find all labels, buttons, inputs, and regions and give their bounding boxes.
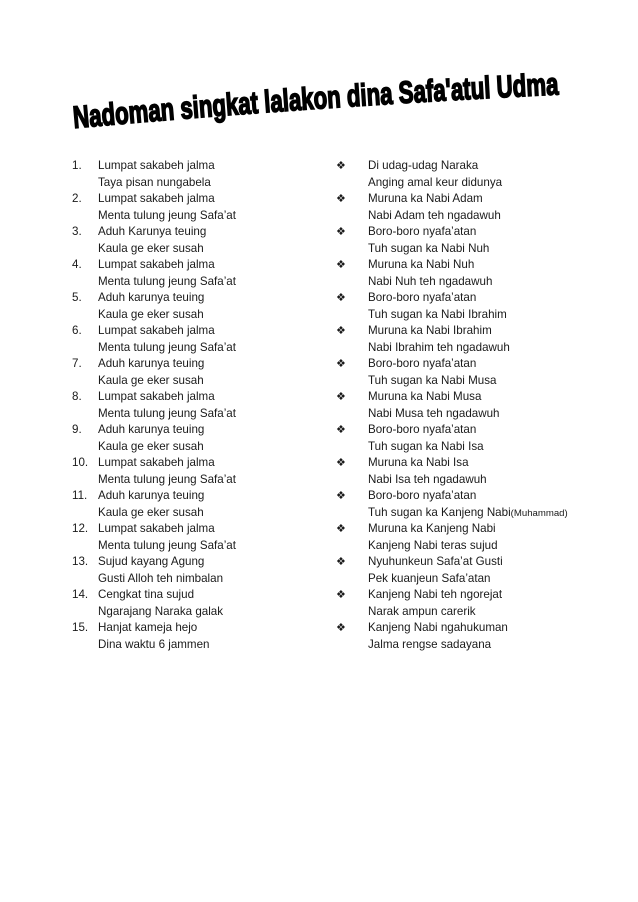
verse-text: Aduh Karunya teuing	[98, 225, 207, 238]
verse-text: Menta tulung jeung Safa’at	[98, 406, 236, 420]
diamond-bullet-icon: ❖	[336, 457, 346, 469]
verse-text: Aduh karunya teuing	[98, 423, 205, 436]
verse-line-second	[72, 472, 322, 489]
verse-text: Muruna ka Nabi Nuh	[368, 258, 475, 271]
verse-text: Ngarajang Naraka galak	[98, 604, 224, 618]
verse-text: Nabi Musa teh ngadawuh	[368, 406, 500, 420]
verse-line-first	[72, 158, 322, 175]
verse-text: Muruna ka Nabi Isa	[368, 456, 469, 469]
verse-line-second	[72, 274, 322, 291]
verse-line-second	[72, 505, 322, 522]
verse-number: 1.	[72, 159, 82, 172]
verse-text: Muruna ka Kanjeng Nabi	[368, 522, 496, 535]
verse-number: 9.	[72, 423, 82, 436]
verse-line-first	[334, 191, 634, 208]
verse-item	[72, 422, 322, 455]
verse-item	[72, 257, 322, 290]
verse-text: Aduh karunya teuing	[98, 291, 205, 304]
verse-line-first	[334, 389, 634, 406]
verse-line-second	[72, 373, 322, 390]
verse-text: Lumpat sakabeh jalma	[98, 159, 215, 172]
verse-text: Boro-boro nyafa’atan	[368, 423, 477, 436]
verse-line-second	[334, 373, 634, 390]
numbered-verse-list	[72, 158, 322, 653]
verse-text: Nabi Isa teh ngadawuh	[368, 472, 487, 486]
verse-item	[334, 356, 634, 389]
verse-line-second	[334, 538, 634, 555]
verse-line-first	[334, 356, 634, 373]
page-title-wrapper	[0, 72, 638, 142]
verse-line-first	[72, 521, 322, 538]
verse-text: Boro-boro nyafa’atan	[368, 225, 477, 238]
verse-line-second	[72, 241, 322, 258]
verse-text: Kanjeng Nabi ngahukuman	[368, 621, 508, 634]
verse-line-first	[72, 422, 322, 439]
diamond-bullet-icon: ❖	[336, 523, 346, 535]
verse-item	[334, 554, 634, 587]
verse-line-first	[72, 554, 322, 571]
verse-line-first	[72, 356, 322, 373]
verse-text: Lumpat sakabeh jalma	[98, 324, 215, 337]
verse-line-second	[72, 538, 322, 555]
verse-line-second	[72, 604, 322, 621]
verse-number: 8.	[72, 390, 82, 403]
verse-number: 3.	[72, 225, 82, 238]
verse-text: Aduh karunya teuing	[98, 357, 205, 370]
verse-text: Jalma rengse sadayana	[368, 637, 492, 651]
verse-text: Boro-boro nyafa’atan	[368, 489, 477, 502]
verse-line-first	[72, 224, 322, 241]
verse-item	[334, 158, 634, 191]
verse-line-first	[334, 587, 634, 604]
verse-line-second	[334, 637, 634, 654]
verse-text: Nabi Adam teh ngadawuh	[368, 208, 501, 222]
verse-number: 15.	[72, 621, 89, 634]
verse-text: Muruna ka Nabi Ibrahim	[368, 324, 492, 337]
verse-line-first	[334, 323, 634, 340]
verse-line-second	[334, 340, 634, 357]
verse-line-second	[334, 175, 634, 192]
verse-annotation: (Muhammad)	[510, 507, 568, 519]
verse-line-first	[334, 422, 634, 439]
verse-item	[72, 356, 322, 389]
verse-text: Tuh sugan ka Nabi Isa	[368, 439, 484, 453]
verse-text: Dina waktu 6 jammen	[98, 637, 210, 651]
diamond-bullet-icon: ❖	[336, 325, 346, 337]
verse-text: Anging amal keur didunya	[368, 175, 503, 189]
verse-line-first	[72, 323, 322, 340]
verse-number: 13.	[72, 555, 89, 568]
verse-text: Kanjeng Nabi teras sujud	[368, 538, 498, 552]
bulleted-verse-list	[334, 158, 634, 653]
verse-number: 7.	[72, 357, 82, 370]
verse-line-second	[334, 208, 634, 225]
verse-text: Sujud kayang Agung	[98, 555, 205, 568]
verse-item	[334, 620, 634, 653]
verse-line-first	[72, 455, 322, 472]
verse-item	[334, 455, 634, 488]
verse-text: Menta tulung jeung Safa’at	[98, 340, 236, 354]
verse-text: Tuh sugan ka Kanjeng Nabi	[368, 505, 511, 519]
verse-item	[72, 224, 322, 257]
verse-text: Narak ampun carerik	[368, 604, 476, 618]
verse-item	[334, 488, 634, 521]
verse-text: Menta tulung jeung Safa’at	[98, 208, 236, 222]
verse-text: Kaula ge eker susah	[98, 373, 204, 387]
verse-item	[72, 488, 322, 521]
verse-number: 2.	[72, 192, 82, 205]
verse-text: Kanjeng Nabi teh ngorejat	[368, 588, 503, 601]
verse-line-second	[334, 307, 634, 324]
verse-item	[334, 224, 634, 257]
verse-item	[72, 554, 322, 587]
diamond-bullet-icon: ❖	[336, 556, 346, 568]
verse-line-second	[72, 406, 322, 423]
verse-item	[334, 521, 634, 554]
verse-text: Nabi Nuh teh ngadawuh	[368, 274, 493, 288]
verse-line-second	[334, 241, 634, 258]
diamond-bullet-icon: ❖	[336, 622, 346, 634]
diamond-bullet-icon: ❖	[336, 193, 346, 205]
diamond-bullet-icon: ❖	[336, 589, 346, 601]
verse-line-first	[72, 587, 322, 604]
verse-text: Pek kuanjeun Safa’atan	[368, 571, 491, 585]
verse-line-first	[72, 488, 322, 505]
verse-item	[72, 587, 322, 620]
verse-line-second	[72, 175, 322, 192]
verse-item	[72, 521, 322, 554]
verse-line-second	[72, 307, 322, 324]
verse-number: 6.	[72, 324, 82, 337]
verse-text: Lumpat sakabeh jalma	[98, 192, 215, 205]
verse-line-first	[334, 158, 634, 175]
verse-item	[72, 620, 322, 653]
verse-item	[72, 389, 322, 422]
verse-line-first	[334, 554, 634, 571]
verse-text: Tuh sugan ka Nabi Nuh	[368, 241, 490, 255]
verse-text: Hanjat kameja hejo	[98, 621, 198, 634]
verse-line-first	[72, 389, 322, 406]
verse-line-first	[72, 620, 322, 637]
verse-line-second	[334, 274, 634, 291]
verse-line-first	[334, 455, 634, 472]
verse-text: Boro-boro nyafa’atan	[368, 291, 477, 304]
verse-item	[72, 191, 322, 224]
verse-line-second	[334, 505, 634, 522]
verse-item	[334, 290, 634, 323]
verse-line-second	[72, 571, 322, 588]
verse-item	[334, 257, 634, 290]
verse-item	[72, 158, 322, 191]
verse-text: Menta tulung jeung Safa’at	[98, 274, 236, 288]
verse-text: Boro-boro nyafa’atan	[368, 357, 477, 370]
verse-item	[334, 191, 634, 224]
verse-text: Aduh karunya teuing	[98, 489, 205, 502]
verse-text: Taya pisan nungabela	[98, 175, 211, 189]
verse-line-second	[334, 406, 634, 423]
verse-text: Menta tulung jeung Safa’at	[98, 538, 236, 552]
verse-text: Kaula ge eker susah	[98, 241, 204, 255]
verse-text: Nabi Ibrahim teh ngadawuh	[368, 340, 510, 354]
verse-line-second	[72, 340, 322, 357]
verse-number: 14.	[72, 588, 89, 601]
verse-line-first	[72, 191, 322, 208]
verse-item	[334, 422, 634, 455]
verse-number: 11.	[72, 489, 88, 502]
verse-text: Lumpat sakabeh jalma	[98, 390, 215, 403]
diamond-bullet-icon: ❖	[336, 490, 346, 502]
verse-item	[334, 323, 634, 356]
diamond-bullet-icon: ❖	[336, 424, 346, 436]
verse-line-second	[334, 472, 634, 489]
verse-line-first	[334, 257, 634, 274]
verse-text: Lumpat sakabeh jalma	[98, 258, 215, 271]
verse-line-first	[334, 521, 634, 538]
verse-item	[334, 389, 634, 422]
verse-number: 10.	[72, 456, 89, 469]
verse-line-second	[72, 637, 322, 654]
verse-number: 5.	[72, 291, 82, 304]
verse-text: Muruna ka Nabi Adam	[368, 192, 483, 205]
diamond-bullet-icon: ❖	[336, 226, 346, 238]
verse-text: Lumpat sakabeh jalma	[98, 456, 215, 469]
verse-item	[334, 587, 634, 620]
page-title-wordart	[0, 72, 638, 142]
verse-line-second	[334, 571, 634, 588]
diamond-bullet-icon: ❖	[336, 160, 346, 172]
verse-line-first	[334, 290, 634, 307]
verse-line-first	[334, 224, 634, 241]
verse-line-first	[72, 257, 322, 274]
verse-line-second	[334, 439, 634, 456]
verse-line-first	[334, 488, 634, 505]
verse-text: Kaula ge eker susah	[98, 439, 204, 453]
verse-line-second	[72, 439, 322, 456]
verse-text: Menta tulung jeung Safa’at	[98, 472, 236, 486]
verse-text: Gusti Alloh teh nimbalan	[98, 571, 224, 585]
verse-item	[72, 290, 322, 323]
verse-line-second	[72, 208, 322, 225]
verse-text: Kaula ge eker susah	[98, 307, 204, 321]
verse-text: Tuh sugan ka Nabi Musa	[368, 373, 497, 387]
verse-line-first	[72, 290, 322, 307]
verse-number: 12.	[72, 522, 89, 535]
verse-number: 4.	[72, 258, 82, 271]
diamond-bullet-icon: ❖	[336, 391, 346, 403]
verse-text: Tuh sugan ka Nabi Ibrahim	[368, 307, 507, 321]
diamond-bullet-icon: ❖	[336, 358, 346, 370]
verse-line-second	[334, 604, 634, 621]
verse-line-first	[334, 620, 634, 637]
diamond-bullet-icon: ❖	[336, 292, 346, 304]
diamond-bullet-icon: ❖	[336, 259, 346, 271]
verse-text: Kaula ge eker susah	[98, 505, 204, 519]
verse-text: Di udag-udag Naraka	[368, 159, 479, 172]
verse-text: Cengkat tina sujud	[98, 588, 195, 601]
verse-text: Nyuhunkeun Safa’at Gusti	[368, 555, 503, 568]
verse-item	[72, 455, 322, 488]
verse-text: Muruna ka Nabi Musa	[368, 390, 482, 403]
verse-item	[72, 323, 322, 356]
verse-text: Lumpat sakabeh jalma	[98, 522, 215, 535]
page-title: Nadoman singkat lalakon dina Safa'atul Udma	[71, 72, 565, 135]
